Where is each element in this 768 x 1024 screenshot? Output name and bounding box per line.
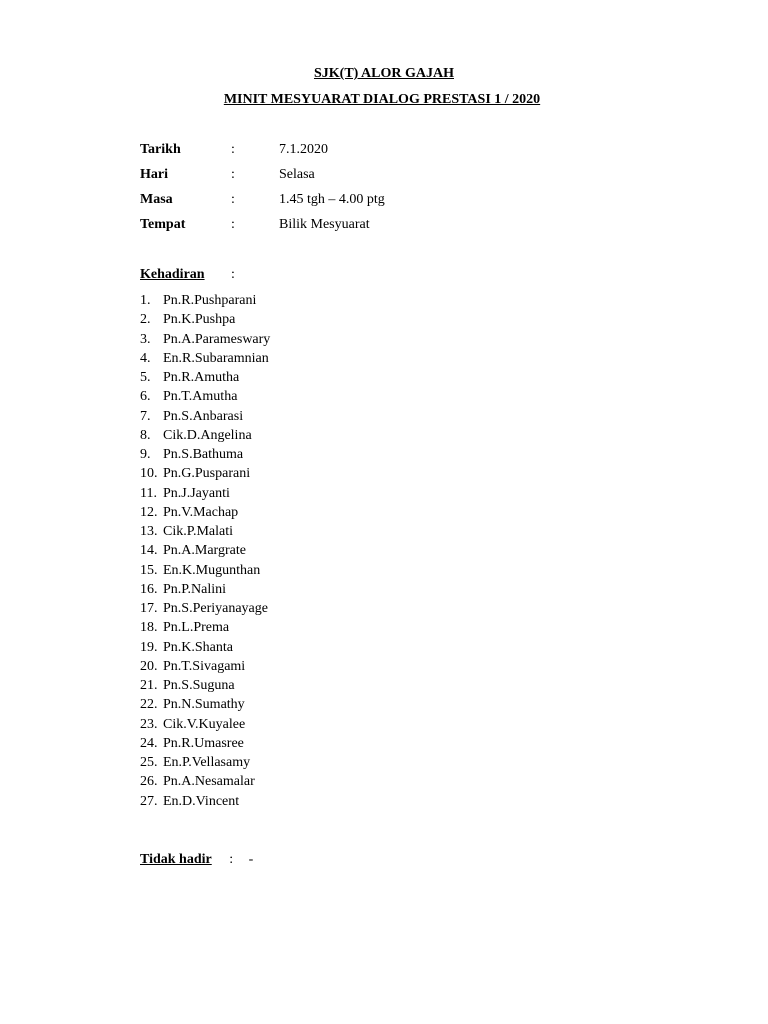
list-item-name: Pn.S.Anbarasi (163, 408, 244, 424)
list-item (140, 695, 270, 714)
list-item-name: En.R.Subaramnian (163, 350, 269, 366)
list-item-name: Pn.S.Bathuma (163, 447, 244, 462)
detail-value: 1.45 tgh – 4.00 ptg (279, 192, 385, 207)
detail-label: Tempat (140, 217, 186, 232)
detail-colon: : (231, 167, 235, 182)
list-item-number: 10. (140, 466, 158, 482)
detail-colon: : (231, 142, 235, 157)
list-item-name: En.D.Vincent (163, 793, 240, 809)
list-item (140, 580, 270, 599)
detail-value: Bilik Mesyuarat (279, 217, 370, 232)
list-item-number: 9. (140, 447, 151, 462)
list-item-name: Pn.P.Nalini (163, 581, 227, 597)
school-name: SJK(T) ALOR GAJAH (313, 66, 454, 81)
list-item-number: 1. (140, 293, 151, 308)
list-item-name: Pn.V.Machap (163, 504, 239, 520)
detail-label: Hari (140, 167, 168, 182)
list-item (140, 638, 270, 657)
document-title-text: MINIT MESYUARAT DIALOG PRESTASI 1 / 2020 (223, 92, 541, 107)
list-item-number: 2. (140, 312, 151, 328)
list-item (140, 445, 270, 464)
list-item-number: 27. (140, 793, 158, 809)
list-item-name: Cik.V.Kuyalee (163, 716, 246, 732)
list-item-name: Pn.T.Sivagami (163, 658, 246, 674)
detail-colon: : (231, 217, 235, 232)
list-item-number: 21. (140, 678, 158, 693)
list-item-name: En.P.Vellasamy (163, 755, 251, 770)
list-item (140, 484, 270, 503)
attendance-heading (140, 266, 235, 284)
attendance-colon: : (231, 267, 235, 282)
list-item-number: 3. (140, 331, 151, 347)
list-item-name: Pn.A.Nesamalar (163, 774, 255, 790)
list-item (140, 387, 270, 406)
document-title (0, 91, 768, 109)
list-item-name: Pn.T.Amutha (163, 389, 238, 405)
list-item-name: Cik.D.Angelina (163, 427, 252, 443)
list-item (140, 368, 270, 387)
list-item-number: 25. (140, 755, 158, 770)
list-item-name: Pn.A.Parameswary (163, 331, 271, 347)
list-item-name: En.K.Mugunthan (163, 562, 261, 578)
list-item-name: Pn.R.Amutha (163, 370, 240, 385)
list-item-number: 20. (140, 658, 158, 674)
list-item (140, 715, 270, 734)
list-item (140, 464, 270, 483)
list-item-number: 14. (140, 543, 158, 559)
absent-label: Tidak hadir (140, 852, 212, 867)
list-item-name: Pn.R.Pushparani (163, 293, 257, 308)
list-item-number: 26. (140, 774, 158, 790)
list-item-name: Pn.K.Pushpa (163, 312, 236, 328)
list-item-number: 15. (140, 562, 158, 578)
absent-value: - (248, 852, 254, 867)
list-item-number: 7. (140, 408, 151, 424)
list-item-number: 24. (140, 735, 158, 751)
list-item (140, 291, 270, 310)
detail-label: Tarikh (140, 142, 181, 157)
absent-row (140, 851, 253, 869)
list-item-number: 16. (140, 581, 158, 597)
list-item-name: Pn.J.Jayanti (163, 485, 230, 501)
absent-colon: : (229, 852, 234, 867)
list-item-name: Pn.N.Sumathy (163, 697, 245, 713)
list-item-number: 23. (140, 716, 158, 732)
detail-value: 7.1.2020 (279, 142, 328, 157)
list-item-number: 11. (140, 485, 157, 501)
list-item (140, 407, 270, 426)
list-item-number: 19. (140, 639, 158, 655)
list-item-name: Pn.K.Shanta (163, 639, 233, 655)
list-item-number: 13. (140, 524, 158, 539)
detail-colon: : (231, 192, 235, 207)
list-item (140, 676, 270, 695)
list-item-number: 17. (140, 601, 158, 616)
list-item-name: Pn.S.Periyanayage (163, 601, 268, 616)
list-item (140, 753, 270, 772)
list-item (140, 503, 270, 522)
detail-value: Selasa (279, 167, 315, 182)
list-item (140, 657, 270, 676)
list-item-number: 5. (140, 370, 151, 385)
list-item (140, 618, 270, 637)
list-item (140, 310, 270, 329)
list-item-name: Pn.A.Margrate (163, 543, 246, 559)
list-item (140, 561, 270, 580)
list-item (140, 522, 270, 541)
list-item-number: 18. (140, 620, 158, 636)
list-item (140, 772, 270, 791)
list-item-name: Pn.S.Suguna (163, 678, 235, 693)
attendance-label: Kehadiran (140, 267, 205, 282)
list-item-name: Pn.L.Prema (163, 620, 230, 636)
list-item-name: Cik.P.Malati (163, 524, 234, 539)
list-item (140, 330, 270, 349)
list-item (140, 541, 270, 560)
list-item-number: 12. (140, 504, 158, 520)
list-item (140, 734, 270, 753)
list-item-number: 4. (140, 350, 151, 366)
detail-label: Masa (140, 192, 173, 207)
list-item (140, 792, 270, 811)
list-item-number: 8. (140, 427, 151, 443)
list-item (140, 599, 270, 618)
attendance-list (140, 291, 270, 811)
list-item (140, 426, 270, 445)
list-item (140, 349, 270, 368)
list-item-name: Pn.G.Pusparani (163, 466, 251, 482)
list-item-number: 22. (140, 697, 158, 713)
list-item-number: 6. (140, 389, 151, 405)
list-item-name: Pn.R.Umasree (163, 735, 244, 751)
